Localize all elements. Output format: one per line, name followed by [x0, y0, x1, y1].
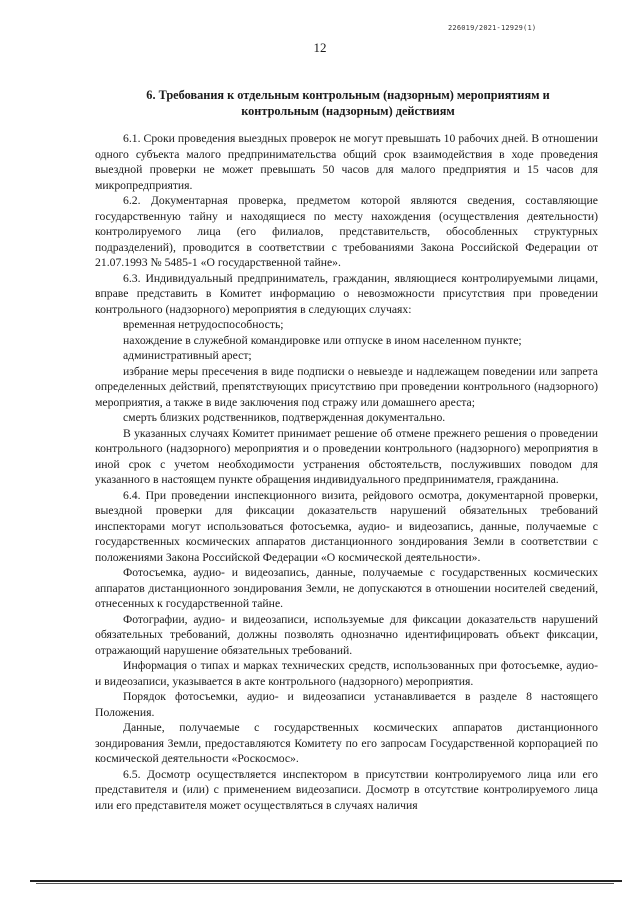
list-item: смерть близких родственников, подтвержденная документально. — [123, 411, 446, 424]
paragraph-6-1: 6.1. Сроки проведения выездных проверок не могут превышать 10 рабочих дней. В отношении одного субъекта малого предпринимательства общий срок взаимодействия в ходе проведения выездной проверки не может превышать 50 часов для малого предприятия и 15 часов для микропредприятия. — [95, 132, 598, 192]
list-item: административный арест; — [123, 349, 252, 362]
paragraph: В указанных случаях Комитет принимает решение об отмене прежнего решения о проведении контрольного (надзорного) мероприятия и о проведении контрольного (надзорного) мероприятия в иной срок с учетом необходимости устранения обстоятельств, послуживших поводом для указанного в настоящем пункте обращения индивидуального предпринимателя, гражданина. — [95, 426, 598, 486]
paragraph-6-5: 6.5. Досмотр осуществляется инспектором в присутствии контролируемого лица или его представителя и (или) с применением видеозаписи. Досмотр в отсутствие контролируемого лица или его представителя может осуществляться в случаях наличия — [95, 767, 598, 812]
page-bottom-rule-secondary — [36, 883, 614, 884]
paragraph-6-4: 6.4. При проведении инспекционного визита, рейдового осмотра, документарной проверки, выездной проверки для фиксации доказательств нарушений обязательных требований инспекторами могут использоваться фотосъемка, аудио- и видеозапись, данные, получаемые с государственных космических аппаратов дистанционного зондирования Земли в соответствии с положениями Закона Российской Федерации «О космической деятельности». — [95, 488, 598, 564]
paragraph: Фотографии, аудио- и видеозаписи, используемые для фиксации доказательств нарушений обязательных требований, должны позволять однозначно идентифицировать объект фиксации, отражающий нарушение обязательных требований. — [95, 612, 598, 657]
document-registration-number: 226019/2021-12929(1) — [448, 24, 537, 32]
section-heading — [118, 87, 578, 119]
paragraph-6-2: 6.2. Документарная проверка, предметом которой являются сведения, составляющие государственную тайну и находящиеся по месту нахождения (осуществления деятельности) контролируемого лица (его филиалов, представительств, обособленных структурных подразделений), проводится в соответствии с требованиями Закона Российской Федерации от 21.07.1993 № 5485-1 «О государственной тайне». — [95, 194, 598, 269]
paragraph: Информация о типах и марках технических средств, использованных при фотосъемке, аудио- и видеозаписи, указывается в акте контрольного (надзорного) мероприятия. — [95, 659, 598, 688]
page-bottom-rule — [30, 880, 622, 882]
paragraph-6-3: 6.3. Индивидуальный предприниматель, гражданин, являющиеся контролируемыми лицами, вправе представить в Комитет информацию о невозможности присутствия при проведении контрольного (надзорного) мероприятия в следующих случаях: — [95, 271, 598, 316]
document-body — [95, 131, 598, 813]
paragraph: Порядок фотосъемки, аудио- и видеозаписи устанавливается в разделе 8 настоящего Положения. — [95, 690, 598, 719]
page-number: 12 — [313, 40, 327, 55]
section-heading-line-1: 6. Требования к отдельным контрольным (надзорным) мероприятиям и — [146, 88, 550, 102]
list-item: нахождение в служебной командировке или отпуске в ином населенном пункте; — [123, 333, 522, 347]
list-item: временная нетрудоспособность; — [123, 318, 284, 331]
paragraph: Фотосъемка, аудио- и видеозапись, данные, получаемые с государственных космических аппаратов дистанционного зондирования Земли, не допускаются в отношении носителей сведений, отнесенных к государственной тайне. — [95, 566, 598, 610]
section-heading-line-2: контрольным (надзорным) действиям — [241, 104, 455, 118]
list-item: избрание меры пресечения в виде подписки о невыезде и надлежащем поведении или запрета определенных действий, препятствующих присутствию при проведении контрольного (надзорного) мероприятия, а также в виде заключения под стражу или домашнего ареста; — [95, 364, 598, 409]
paragraph: Данные, получаемые с государственных космических аппаратов дистанционного зондирования Земли, предоставляются Комитету по его запросам Государственной корпорацией по космической деятельности «Роскосмос». — [95, 721, 598, 765]
